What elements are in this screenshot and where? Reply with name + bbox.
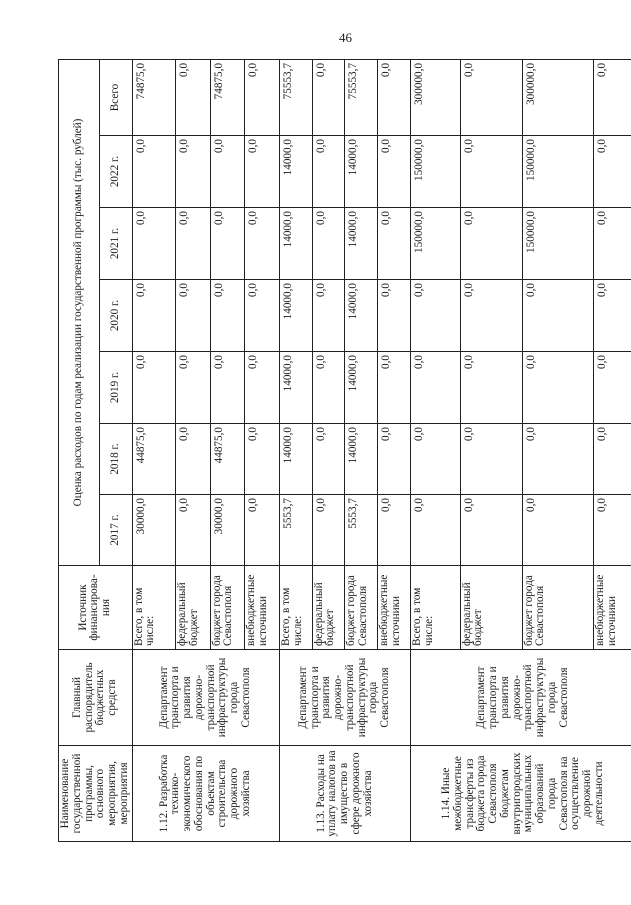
total-value: 0,0 <box>378 59 411 135</box>
year-value: 0,0 <box>594 495 631 566</box>
year-value: 0,0 <box>175 208 210 280</box>
year-value: 0,0 <box>245 280 280 352</box>
total-value: 74875,0 <box>132 59 175 135</box>
year-value: 14000,0 <box>279 136 312 208</box>
year-value: 150000,0 <box>522 208 594 280</box>
responsible-body: Департамент транспорта и развития дорожно-транспортной инфраструктуры города Севастополя <box>279 650 410 746</box>
year-value: 0,0 <box>210 280 245 352</box>
year-value: 0,0 <box>522 352 594 424</box>
year-value: 0,0 <box>460 280 522 352</box>
year-value: 0,0 <box>210 136 245 208</box>
funding-source: внебюджетные источники <box>594 566 631 650</box>
header-total: Всего <box>99 59 132 135</box>
year-value: 0,0 <box>312 280 345 352</box>
year-value: 0,0 <box>210 352 245 424</box>
year-value: 0,0 <box>378 495 411 566</box>
year-value: 0,0 <box>312 424 345 495</box>
responsible-body: Департамент транспорта и развития дорожно-транспортной инфраструктуры города Севастополя <box>132 650 279 746</box>
funding-source: Всего, в том числе: <box>279 566 312 650</box>
year-value: 0,0 <box>132 208 175 280</box>
table-row <box>279 59 312 841</box>
measure-name: 1.13. Расходы на уплату налогов на имущество в сфере дорожного хозяйства <box>279 746 410 842</box>
year-value: 0,0 <box>460 495 522 566</box>
year-value: 14000,0 <box>279 352 312 424</box>
header-year: 2020 г. <box>99 280 132 352</box>
year-value: 0,0 <box>378 424 411 495</box>
year-value: 0,0 <box>245 208 280 280</box>
year-value: 14000,0 <box>345 208 378 280</box>
measure-name: 1.14. Иные межбюджетные трансферты из бюджета города Севастополя бюджетам внутригородских муниципальных образований города Севастополя на осуществление дорожной деятельности <box>411 746 631 842</box>
year-value: 5553,7 <box>345 495 378 566</box>
year-value: 0,0 <box>594 208 631 280</box>
year-value: 0,0 <box>378 352 411 424</box>
year-value: 14000,0 <box>345 280 378 352</box>
year-value: 0,0 <box>594 352 631 424</box>
year-value: 14000,0 <box>345 136 378 208</box>
total-value: 0,0 <box>245 59 280 135</box>
funding-source: внебюджетные источники <box>378 566 411 650</box>
year-value: 5553,7 <box>279 495 312 566</box>
year-value: 0,0 <box>175 352 210 424</box>
year-value: 0,0 <box>312 495 345 566</box>
header-year: 2021 г. <box>99 208 132 280</box>
year-value: 0,0 <box>175 280 210 352</box>
year-value: 150000,0 <box>411 208 461 280</box>
funding-source: бюджет города Севастополя <box>210 566 245 650</box>
year-value: 0,0 <box>210 208 245 280</box>
year-value: 0,0 <box>411 280 461 352</box>
table-row <box>132 59 175 841</box>
year-value: 0,0 <box>378 280 411 352</box>
funding-source: федеральный бюджет <box>175 566 210 650</box>
year-value: 14000,0 <box>279 424 312 495</box>
year-value: 0,0 <box>522 424 594 495</box>
year-value: 14000,0 <box>345 352 378 424</box>
table-row <box>411 59 461 841</box>
header-name: Наименование государственной программы, основного мероприятия, мероприятия <box>59 746 133 842</box>
header-estimate: Оценка расходов по годам реализации государственной программы (тыс. рублей) <box>59 59 100 565</box>
year-value: 44875,0 <box>210 424 245 495</box>
year-value: 0,0 <box>378 208 411 280</box>
header-source: Источник финансирова-ния <box>59 566 133 650</box>
header-year: 2017 г. <box>99 495 132 566</box>
funding-source: Всего, в том числе: <box>132 566 175 650</box>
year-value: 30000,0 <box>132 495 175 566</box>
year-value: 0,0 <box>594 424 631 495</box>
year-value: 0,0 <box>312 208 345 280</box>
total-value: 300000,0 <box>522 59 594 135</box>
header-year: 2018 г. <box>99 424 132 495</box>
funding-source: федеральный бюджет <box>460 566 522 650</box>
year-value: 0,0 <box>594 136 631 208</box>
year-value: 0,0 <box>460 424 522 495</box>
total-value: 0,0 <box>312 59 345 135</box>
year-value: 0,0 <box>522 280 594 352</box>
total-value: 0,0 <box>594 59 631 135</box>
year-value: 0,0 <box>132 136 175 208</box>
year-value: 0,0 <box>245 495 280 566</box>
year-value: 0,0 <box>411 352 461 424</box>
funding-source: бюджет города Севастополя <box>345 566 378 650</box>
year-value: 0,0 <box>132 280 175 352</box>
funding-source: бюджет города Севастополя <box>522 566 594 650</box>
year-value: 0,0 <box>312 136 345 208</box>
header-year: 2022 г. <box>99 136 132 208</box>
year-value: 0,0 <box>175 136 210 208</box>
year-value: 0,0 <box>312 352 345 424</box>
measure-name: 1.12. Разработка технико-экономического обоснования по объектам строительства дорожного хозяйства <box>132 746 279 842</box>
total-value: 0,0 <box>460 59 522 135</box>
total-value: 75553,7 <box>345 59 378 135</box>
year-value: 0,0 <box>522 495 594 566</box>
year-value: 0,0 <box>460 136 522 208</box>
year-value: 0,0 <box>411 424 461 495</box>
year-value: 0,0 <box>132 352 175 424</box>
year-value: 0,0 <box>460 208 522 280</box>
header-responsible: Главный распорядитель бюджетных средств <box>59 650 133 746</box>
year-value: 14000,0 <box>345 424 378 495</box>
year-value: 0,0 <box>245 424 280 495</box>
year-value: 150000,0 <box>411 136 461 208</box>
year-value: 0,0 <box>378 136 411 208</box>
year-value: 0,0 <box>175 495 210 566</box>
year-value: 44875,0 <box>132 424 175 495</box>
year-value: 0,0 <box>594 280 631 352</box>
funding-source: федеральный бюджет <box>312 566 345 650</box>
year-value: 0,0 <box>245 352 280 424</box>
year-value: 150000,0 <box>522 136 594 208</box>
header-year: 2019 г. <box>99 352 132 424</box>
year-value: 0,0 <box>175 424 210 495</box>
year-value: 0,0 <box>245 136 280 208</box>
funding-source: Всего, в том числе: <box>411 566 461 650</box>
total-value: 300000,0 <box>411 59 461 135</box>
total-value: 0,0 <box>175 59 210 135</box>
table-container <box>58 60 621 842</box>
year-value: 0,0 <box>411 495 461 566</box>
year-value: 14000,0 <box>279 280 312 352</box>
total-value: 75553,7 <box>279 59 312 135</box>
funding-source: внебюджетные источники <box>245 566 280 650</box>
total-value: 74875,0 <box>210 59 245 135</box>
expenditure-table <box>58 59 631 842</box>
year-value: 0,0 <box>460 352 522 424</box>
responsible-body: Департамент транспорта и развития дорожно-транспортной инфраструктуры города Севастополя <box>411 650 631 746</box>
year-value: 30000,0 <box>210 495 245 566</box>
year-value: 14000,0 <box>279 208 312 280</box>
